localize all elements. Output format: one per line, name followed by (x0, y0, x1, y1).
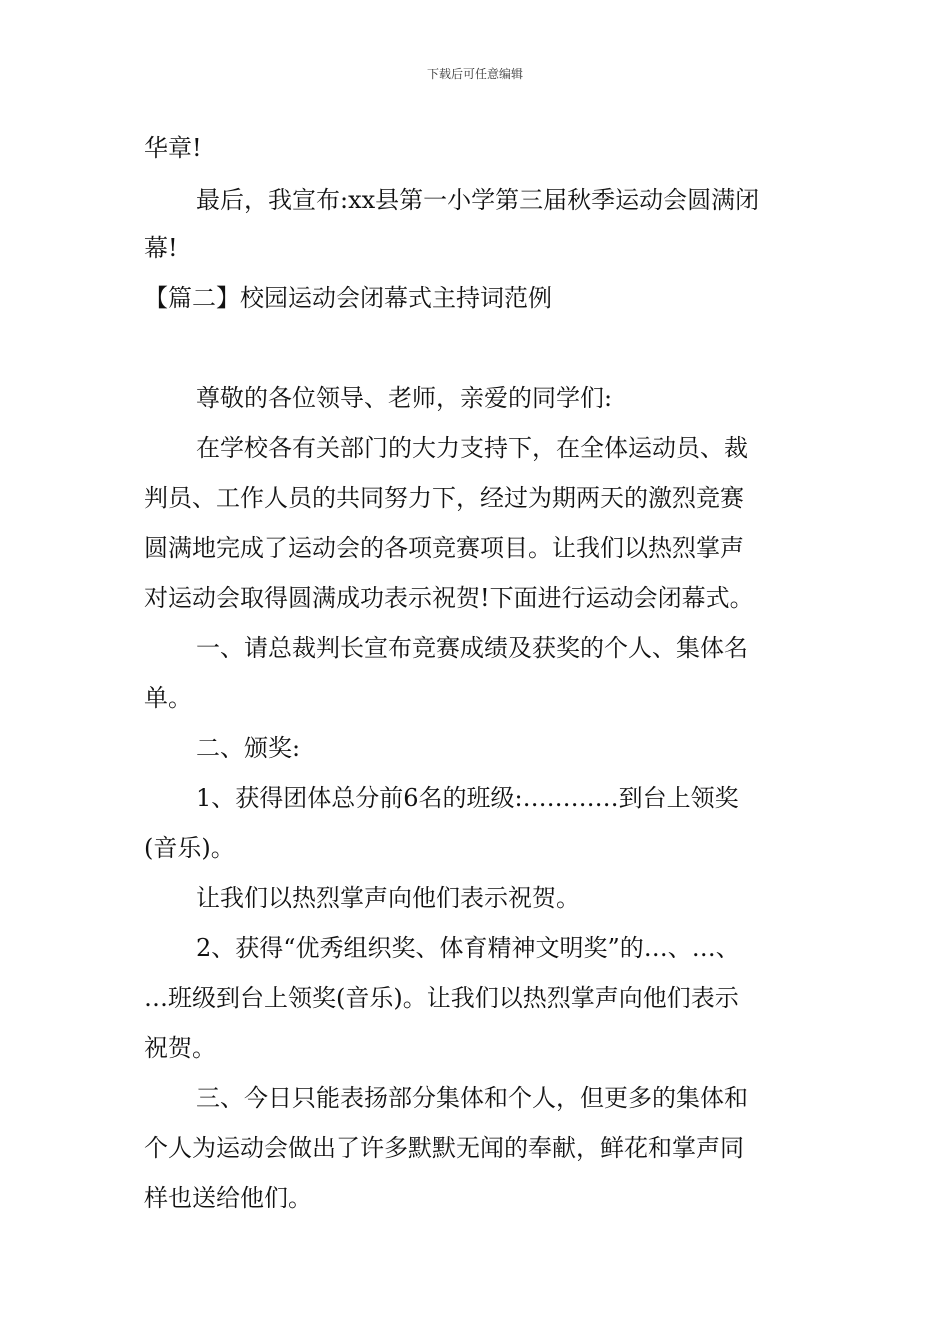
text-line: 华章! (144, 134, 202, 162)
paragraph-line: 尊敬的各位领导、老师，亲爱的同学们: (196, 384, 613, 412)
text-line: 祝贺。 (144, 1034, 216, 1062)
paragraph-line: 在学校各有关部门的大力支持下，在全体运动员、裁 (196, 434, 748, 462)
text-line: 圆满地完成了运动会的各项竞赛项目。让我们以热烈掌声 (144, 534, 744, 562)
text-line: 幕! (144, 234, 178, 262)
text-line: 个人为运动会做出了许多默默无闻的奉献，鲜花和掌声同 (144, 1134, 744, 1162)
text-line: …班级到台上领奖(音乐)。让我们以热烈掌声向他们表示 (144, 984, 739, 1012)
paragraph-line: 三、今日只能表扬部分集体和个人，但更多的集体和 (196, 1084, 748, 1112)
text-line: 单。 (144, 684, 192, 712)
text-line: (音乐)。 (144, 834, 235, 862)
paragraph-line: 1、获得团体总分前6名的班级:…………到台上领奖 (196, 784, 739, 812)
paragraph-line: 一、请总裁判长宣布竞赛成绩及获奖的个人、集体名 (196, 634, 748, 662)
paragraph-line: 最后，我宣布:xx县第一小学第三届秋季运动会圆满闭 (196, 186, 760, 214)
text-line: 样也送给他们。 (144, 1184, 312, 1212)
paragraph-line: 二、颁奖: (196, 734, 301, 762)
section-heading: 【篇二】校园运动会闭幕式主持词范例 (144, 284, 552, 312)
paragraph-line: 2、获得“优秀组织奖、体育精神文明奖”的…、…、 (196, 934, 740, 962)
text-line: 对运动会取得圆满成功表示祝贺!下面进行运动会闭幕式。 (144, 584, 754, 612)
page-header-note: 下载后可任意编辑 (426, 67, 523, 81)
paragraph-line: 让我们以热烈掌声向他们表示祝贺。 (196, 884, 580, 912)
text-line: 判员、工作人员的共同努力下，经过为期两天的激烈竞赛 (144, 484, 744, 512)
